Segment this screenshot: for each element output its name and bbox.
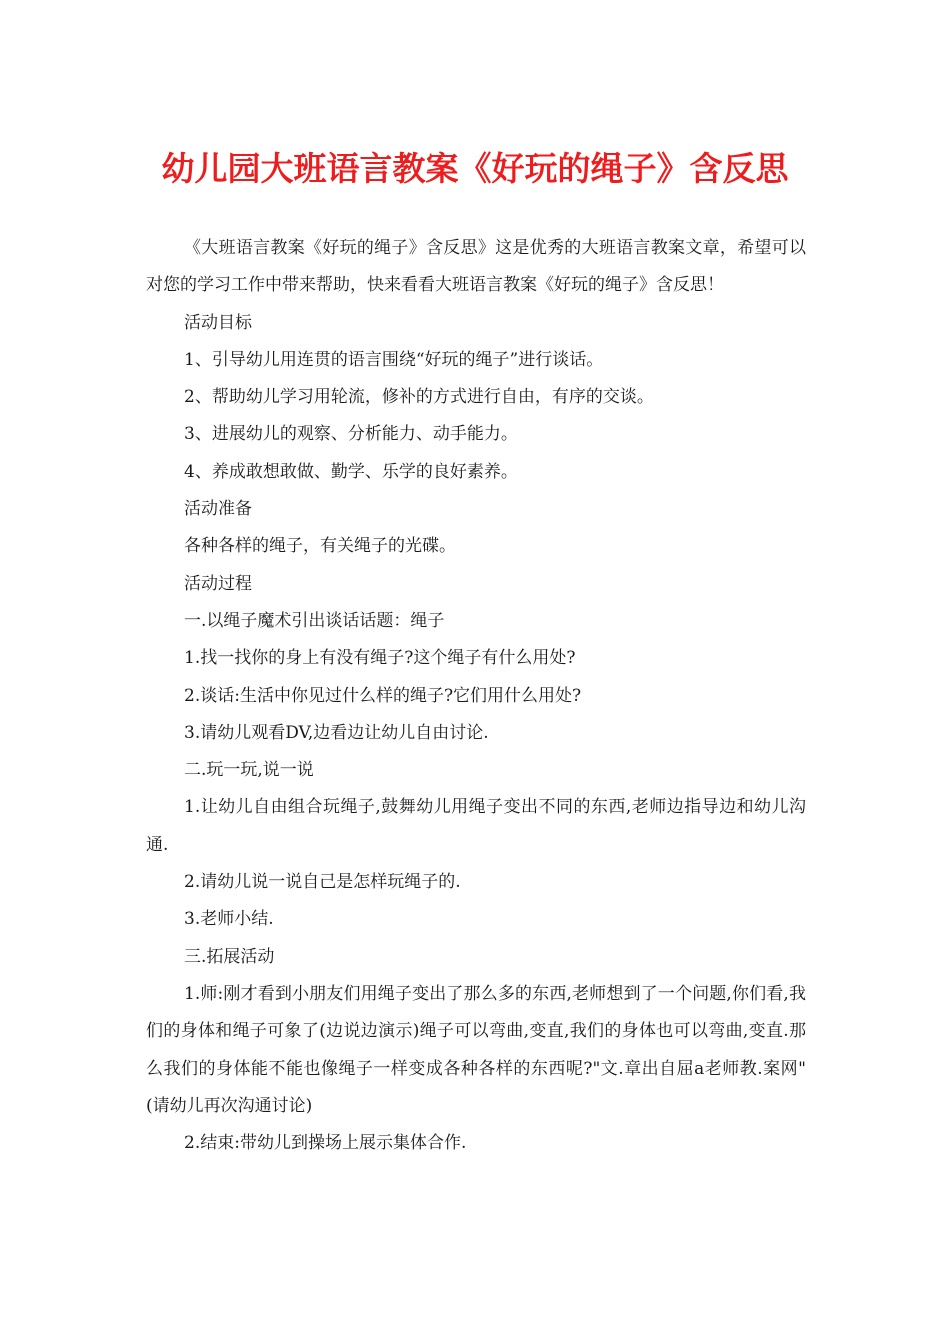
paragraph-section-1-item-1: 1.找一找你的身上有没有绳子?这个绳子有什么用处? <box>184 648 576 669</box>
paragraph-heading-preparation: 活动准备 <box>184 499 252 520</box>
paragraph-goal-2: 2、帮助幼儿学习用轮流，修补的方式进行自由，有序的交谈。 <box>184 387 654 408</box>
paragraph-intro: 《大班语言教案《好玩的绳子》含反思》这是优秀的大班语言教案文章，希望可以对您的学习工作中带来帮助，快来看看大班语言教案《好玩的绳子》含反思！ <box>146 238 806 296</box>
paragraph-section-2-item-2: 2.请幼儿说一说自己是怎样玩绳子的. <box>184 872 461 893</box>
document-body <box>146 230 806 1162</box>
paragraph-section-3-item-2: 2.结束:带幼儿到操场上展示集体合作. <box>184 1133 467 1154</box>
paragraph-section-2: 二.玩一玩,说一说 <box>184 760 314 781</box>
document-title: 幼儿园大班语言教案《好玩的绳子》含反思 <box>161 149 789 188</box>
paragraph-section-1: 一.以绳子魔术引出谈话话题：绳子 <box>184 610 445 631</box>
paragraph-section-3: 三.拓展活动 <box>184 946 275 967</box>
paragraph-section-1-item-2: 2.谈话:生活中你见过什么样的绳子?它们用什么用处? <box>184 685 582 706</box>
paragraph-section-2-item-1: 1.让幼儿自由组合玩绳子,鼓舞幼儿用绳子变出不同的东西,老师边指导边和幼儿沟通. <box>146 797 806 855</box>
paragraph-section-1-item-3: 3.请幼儿观看DV,边看边让幼儿自由讨论. <box>184 722 489 743</box>
paragraph-preparation: 各种各样的绳子，有关绳子的光碟。 <box>184 536 456 557</box>
paragraph-section-3-item-1: 1.师:刚才看到小朋友们用绳子变出了那么多的东西,老师想到了一个问题,你们看,我们的身体和绳子可象了(边说边演示)绳子可以弯曲,变直,我们的身体也可以弯曲,变直.那么我们的身体能不能也像绳子一样变成各种各样的东西呢?"文.章出自屈a老师教.案网"(请幼儿再次沟通讨论) <box>146 983 806 1116</box>
paragraph-goal-3: 3、进展幼儿的观察、分析能力、动手能力。 <box>184 424 518 445</box>
paragraph-section-2-item-3: 3.老师小结. <box>184 909 274 930</box>
paragraph-goal-1: 1、引导幼儿用连贯的语言围绕“好玩的绳子”进行谈话。 <box>184 349 604 370</box>
paragraph-heading-process: 活动过程 <box>184 573 252 594</box>
paragraph-goal-4: 4、养成敢想敢做、勤学、乐学的良好素养。 <box>184 461 518 482</box>
paragraph-heading-goals: 活动目标 <box>184 312 252 333</box>
